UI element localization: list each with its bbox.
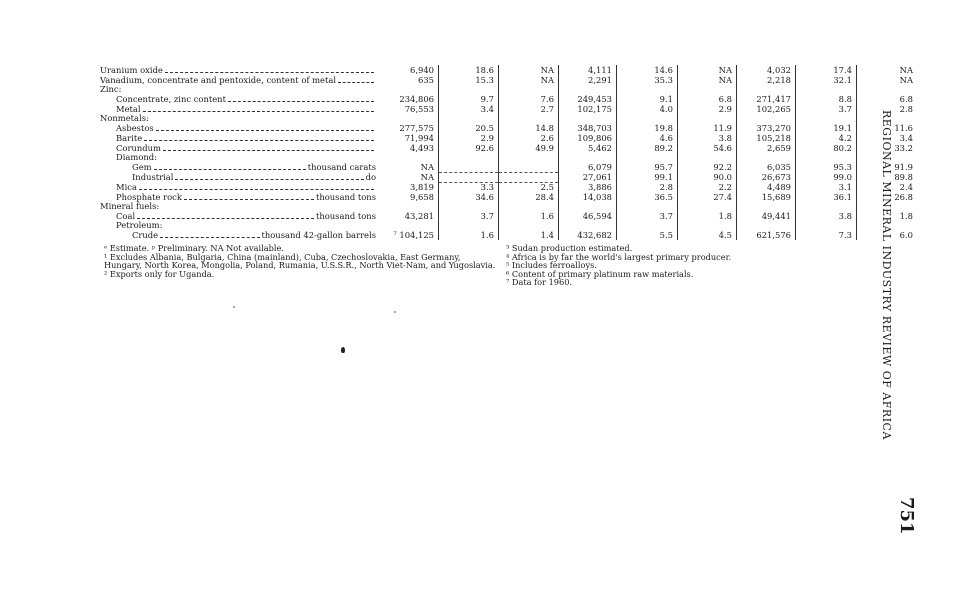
row-unit: thousand tons bbox=[315, 192, 376, 202]
leader-dots bbox=[143, 104, 374, 112]
value-cell: 3.7 bbox=[439, 211, 499, 221]
row-label-cell bbox=[100, 162, 380, 172]
value-cell: 33.2 bbox=[894, 143, 913, 153]
value-cell bbox=[380, 114, 439, 123]
value-cell: 26.8 bbox=[894, 192, 913, 202]
table-row bbox=[100, 221, 917, 230]
value-cell: 4,111 bbox=[559, 65, 617, 75]
row-label: Zinc: bbox=[100, 85, 122, 94]
value-cell bbox=[559, 202, 617, 211]
value-cell: 6.8 bbox=[899, 94, 913, 104]
value-cell bbox=[559, 153, 617, 162]
leader-dots bbox=[163, 143, 374, 151]
value-cell: 249,453 bbox=[559, 94, 617, 104]
value-cell: 11.6 bbox=[894, 123, 913, 133]
leader-dots bbox=[338, 75, 374, 83]
value-cell: 90.0 bbox=[678, 172, 737, 182]
footnote: ³ Sudan production estimated. bbox=[506, 243, 633, 253]
value-cell bbox=[559, 85, 617, 94]
value-cell: 27,061 bbox=[559, 172, 617, 182]
row-unit: do bbox=[365, 172, 376, 182]
value-cell: 20.5 bbox=[439, 123, 499, 133]
leader-dots bbox=[139, 182, 374, 190]
row-label-cell bbox=[100, 192, 380, 202]
value-cell bbox=[737, 114, 796, 123]
value-cell: 2.9 bbox=[678, 104, 737, 114]
value-cell bbox=[796, 221, 857, 230]
value-cell: 7.6 bbox=[499, 94, 559, 104]
value-cell: 15.3 bbox=[439, 75, 499, 85]
value-cell: 54.6 bbox=[678, 143, 737, 153]
value-cell bbox=[737, 221, 796, 230]
value-cell: 2,291 bbox=[559, 75, 617, 85]
value-cell: 9.1 bbox=[617, 94, 678, 104]
row-label: Uranium oxide bbox=[100, 65, 163, 75]
speck bbox=[233, 306, 235, 308]
value-cell bbox=[499, 85, 559, 94]
speck bbox=[394, 311, 396, 313]
value-cell: 348,703 bbox=[559, 123, 617, 133]
row-label: Coal bbox=[116, 211, 136, 221]
value-cell: 4,493 bbox=[380, 143, 439, 153]
row-label: Diamond: bbox=[116, 153, 157, 162]
value-cell: NA bbox=[380, 162, 439, 172]
value-cell: NA bbox=[499, 65, 559, 75]
table-row bbox=[100, 172, 917, 182]
value-cell: NA bbox=[899, 65, 913, 75]
value-cell: 1.4 bbox=[499, 230, 559, 240]
value-cell: 71,994 bbox=[380, 133, 439, 143]
table-body bbox=[100, 65, 917, 240]
value-cell bbox=[737, 85, 796, 94]
value-cell bbox=[678, 85, 737, 94]
table-row bbox=[100, 85, 917, 94]
value-cell: 105,218 bbox=[737, 133, 796, 143]
table-row bbox=[100, 114, 917, 123]
table-row bbox=[100, 143, 917, 153]
table-row bbox=[100, 65, 917, 75]
value-cell bbox=[380, 85, 439, 94]
value-cell: 1.6 bbox=[439, 230, 499, 240]
value-cell bbox=[439, 114, 499, 123]
value-cell: 34.6 bbox=[439, 192, 499, 202]
row-unit: thousand carats bbox=[307, 162, 376, 172]
value-cell: 49.9 bbox=[499, 143, 559, 153]
value-cell: 76,553 bbox=[380, 104, 439, 114]
value-cell: 26,673 bbox=[737, 172, 796, 182]
table-row bbox=[100, 153, 917, 162]
table-row bbox=[100, 230, 917, 240]
table-row bbox=[100, 94, 917, 104]
value-cell: 3,886 bbox=[559, 182, 617, 192]
value-cell: 373,270 bbox=[737, 123, 796, 133]
row-label: Industrial bbox=[132, 172, 174, 182]
footnote: ᵉ Estimate. ᵖ Preliminary. NA Not available. bbox=[104, 243, 284, 253]
value-cell: 6,940 bbox=[380, 65, 439, 75]
row-label: Gem bbox=[132, 162, 152, 172]
leader-dots bbox=[154, 162, 306, 170]
value-cell bbox=[499, 172, 559, 182]
value-cell: 1.8 bbox=[899, 211, 913, 221]
value-cell bbox=[439, 162, 499, 172]
table-row bbox=[100, 123, 917, 133]
value-cell: 1.6 bbox=[499, 211, 559, 221]
value-cell bbox=[499, 202, 559, 211]
value-cell bbox=[499, 114, 559, 123]
row-label-cell bbox=[100, 153, 380, 162]
value-cell: 43,281 bbox=[380, 211, 439, 221]
value-cell: NA bbox=[499, 75, 559, 85]
row-label-cell bbox=[100, 182, 380, 192]
value-cell: 9.7 bbox=[439, 94, 499, 104]
value-cell: 35.3 bbox=[617, 75, 678, 85]
value-cell: 3.4 bbox=[439, 104, 499, 114]
value-cell: 5.5 bbox=[617, 230, 678, 240]
value-cell bbox=[737, 202, 796, 211]
value-cell: 36.1 bbox=[796, 192, 857, 202]
footnote: ⁶ Content of primary platinum raw materials. bbox=[506, 268, 694, 279]
value-cell: 89.8 bbox=[894, 172, 913, 182]
value-cell bbox=[380, 202, 439, 211]
table-row bbox=[100, 104, 917, 114]
row-label: Petroleum: bbox=[116, 221, 163, 230]
value-cell: 17.4 bbox=[796, 65, 857, 75]
value-cell: 1.8 bbox=[678, 211, 737, 221]
value-cell: 15,689 bbox=[737, 192, 796, 202]
row-label-cell bbox=[100, 123, 380, 133]
row-label-cell bbox=[100, 202, 380, 211]
value-cell: 19.1 bbox=[796, 123, 857, 133]
value-cell: NA bbox=[678, 75, 737, 85]
row-label: Barite bbox=[116, 133, 143, 143]
value-cell: 102,175 bbox=[559, 104, 617, 114]
table-row bbox=[100, 162, 917, 172]
value-cell bbox=[380, 153, 439, 162]
value-cell bbox=[439, 85, 499, 94]
row-label: Crude bbox=[132, 230, 159, 240]
row-label-cell bbox=[100, 104, 380, 114]
value-cell: 6,079 bbox=[559, 162, 617, 172]
value-cell bbox=[737, 153, 796, 162]
table-row bbox=[100, 192, 917, 202]
value-cell: 7.3 bbox=[796, 230, 857, 240]
row-label-cell bbox=[100, 133, 380, 143]
value-cell: 2.8 bbox=[617, 182, 678, 192]
value-cell: 95.3 bbox=[796, 162, 857, 172]
table-row bbox=[100, 202, 917, 211]
leader-dots bbox=[156, 123, 374, 131]
value-cell bbox=[439, 172, 499, 182]
value-cell bbox=[678, 202, 737, 211]
value-cell: 4,032 bbox=[737, 65, 796, 75]
row-label-cell bbox=[100, 94, 380, 104]
footnotes-left bbox=[104, 244, 499, 278]
value-cell: 4.6 bbox=[617, 133, 678, 143]
table-row bbox=[100, 211, 917, 221]
value-cell: 635 bbox=[380, 75, 439, 85]
value-cell: 14,038 bbox=[559, 192, 617, 202]
value-cell: 14.8 bbox=[499, 123, 559, 133]
value-cell bbox=[617, 202, 678, 211]
leader-dots bbox=[165, 65, 374, 73]
value-cell: 36.5 bbox=[617, 192, 678, 202]
value-cell bbox=[439, 221, 499, 230]
leader-dots bbox=[144, 133, 374, 141]
value-cell: 271,417 bbox=[737, 94, 796, 104]
value-cell: 2.2 bbox=[678, 182, 737, 192]
row-label-cell bbox=[100, 85, 380, 94]
value-cell: 28.4 bbox=[499, 192, 559, 202]
row-label-cell bbox=[100, 75, 380, 85]
value-cell: 8.8 bbox=[796, 94, 857, 104]
value-cell: 18.6 bbox=[439, 65, 499, 75]
value-cell: 92.6 bbox=[439, 143, 499, 153]
row-label: Mica bbox=[116, 182, 137, 192]
row-label-cell bbox=[100, 143, 380, 153]
value-cell: 5,462 bbox=[559, 143, 617, 153]
footnotes-right bbox=[506, 244, 826, 287]
row-label: Asbestos bbox=[116, 123, 154, 133]
value-cell: 89.2 bbox=[617, 143, 678, 153]
value-cell bbox=[380, 221, 439, 230]
value-cell bbox=[617, 85, 678, 94]
value-cell: 92.2 bbox=[678, 162, 737, 172]
value-cell: 19.8 bbox=[617, 123, 678, 133]
value-cell: 27.4 bbox=[678, 192, 737, 202]
row-label: Phosphate rock bbox=[116, 192, 182, 202]
value-cell bbox=[678, 221, 737, 230]
value-cell: 2.7 bbox=[499, 104, 559, 114]
value-cell bbox=[439, 202, 499, 211]
row-label-cell bbox=[100, 221, 380, 230]
value-cell bbox=[499, 221, 559, 230]
leader-dots bbox=[137, 211, 314, 219]
table-row bbox=[100, 133, 917, 143]
value-cell: NA bbox=[899, 75, 913, 85]
value-cell bbox=[617, 153, 678, 162]
table-row bbox=[100, 182, 917, 192]
footnote: ² Exports only for Uganda. bbox=[104, 268, 215, 279]
value-cell: 4,489 bbox=[737, 182, 796, 192]
value-cell: 2,659 bbox=[737, 143, 796, 153]
value-cell: 46,594 bbox=[559, 211, 617, 221]
value-cell: 3,819 bbox=[380, 182, 439, 192]
value-cell: NA bbox=[380, 172, 439, 182]
value-cell: 4.2 bbox=[796, 133, 857, 143]
value-cell bbox=[857, 85, 918, 94]
row-label: Metal bbox=[116, 104, 141, 114]
value-cell bbox=[796, 85, 857, 94]
value-cell: 49,441 bbox=[737, 211, 796, 221]
value-cell: 2.9 bbox=[439, 133, 499, 143]
row-label-cell bbox=[100, 114, 380, 123]
value-cell: 102,265 bbox=[737, 104, 796, 114]
row-unit: thousand 42-gallon barrels bbox=[261, 230, 376, 240]
value-cell: 14.6 bbox=[617, 65, 678, 75]
value-cell: NA bbox=[678, 65, 737, 75]
value-cell: 6,035 bbox=[737, 162, 796, 172]
leader-dots bbox=[175, 172, 363, 180]
value-cell: 2.6 bbox=[499, 133, 559, 143]
page-number: 751 bbox=[896, 497, 917, 535]
value-cell: 3.8 bbox=[678, 133, 737, 143]
value-cell: 11.9 bbox=[678, 123, 737, 133]
value-cell: 621,576 bbox=[737, 230, 796, 240]
row-label: Concentrate, zinc content bbox=[116, 94, 226, 104]
row-label-cell bbox=[100, 211, 380, 221]
value-cell: 4.5 bbox=[678, 230, 737, 240]
value-cell bbox=[617, 114, 678, 123]
leader-dots bbox=[160, 230, 259, 238]
value-cell bbox=[678, 114, 737, 123]
value-cell bbox=[439, 153, 499, 162]
leader-dots bbox=[184, 192, 314, 200]
row-label-cell bbox=[100, 65, 380, 75]
value-cell: 3.1 bbox=[796, 182, 857, 192]
value-cell: 234,806 bbox=[380, 94, 439, 104]
value-cell bbox=[559, 114, 617, 123]
row-label-cell bbox=[100, 230, 380, 240]
footnote: ⁵ Includes ferroalloys. bbox=[506, 260, 597, 271]
footnote: ⁴ Africa is by far the world's largest primary producer. bbox=[506, 251, 732, 262]
value-cell bbox=[617, 221, 678, 230]
value-cell: 2.8 bbox=[899, 104, 913, 114]
value-cell bbox=[796, 153, 857, 162]
value-cell: 95.7 bbox=[617, 162, 678, 172]
value-cell: 2.5 bbox=[499, 182, 559, 192]
value-cell: 6.8 bbox=[678, 94, 737, 104]
footnote: ⁷ Data for 1960. bbox=[506, 277, 573, 288]
value-cell bbox=[678, 153, 737, 162]
value-cell: 2,218 bbox=[737, 75, 796, 85]
value-cell: 277,575 bbox=[380, 123, 439, 133]
row-label: Vanadium, concentrate and pentoxide, content of metal bbox=[100, 75, 337, 85]
ink-spot bbox=[341, 347, 345, 353]
row-label-cell bbox=[100, 172, 380, 182]
value-cell: 109,806 bbox=[559, 133, 617, 143]
value-cell bbox=[796, 202, 857, 211]
footnote: ¹ Excludes Albania, Bulgaria, China (mainland), Cuba, Czechoslovakia, East Germany, Hungary, North Korea, Mongolia, Poland, Rumania, U.S.S.R., North Viet-Nam, and Yugoslavia. bbox=[104, 251, 496, 271]
value-cell: 80.2 bbox=[796, 143, 857, 153]
row-label: Mineral fuels: bbox=[100, 202, 160, 211]
value-cell: 32.1 bbox=[796, 75, 857, 85]
value-cell bbox=[796, 114, 857, 123]
value-cell: 6.0 bbox=[899, 230, 913, 240]
value-cell: 4.0 bbox=[617, 104, 678, 114]
value-cell bbox=[499, 162, 559, 172]
value-cell: 2.4 bbox=[899, 182, 913, 192]
value-cell: 99.0 bbox=[796, 172, 857, 182]
value-cell: 3.8 bbox=[796, 211, 857, 221]
row-unit: thousand tons bbox=[315, 211, 376, 221]
mineral-production-table bbox=[100, 65, 917, 240]
value-cell: 3.4 bbox=[899, 133, 913, 143]
value-cell: ⁷ 104,125 bbox=[380, 230, 439, 240]
value-cell: 9,658 bbox=[380, 192, 439, 202]
table-row bbox=[100, 75, 917, 85]
value-cell: 91.9 bbox=[894, 162, 913, 172]
leader-dots bbox=[228, 94, 374, 102]
value-cell bbox=[499, 153, 559, 162]
value-cell: 3.3 bbox=[439, 182, 499, 192]
value-cell bbox=[559, 221, 617, 230]
row-label: Nonmetals: bbox=[100, 114, 149, 123]
value-cell: 3.7 bbox=[617, 211, 678, 221]
value-cell: 432,682 bbox=[559, 230, 617, 240]
value-cell: 3.7 bbox=[796, 104, 857, 114]
value-cell: 99.1 bbox=[617, 172, 678, 182]
running-head-title: REGIONAL MINERAL INDUSTRY REVIEW OF AFRICA bbox=[880, 110, 893, 440]
row-label: Corundum bbox=[116, 143, 161, 153]
